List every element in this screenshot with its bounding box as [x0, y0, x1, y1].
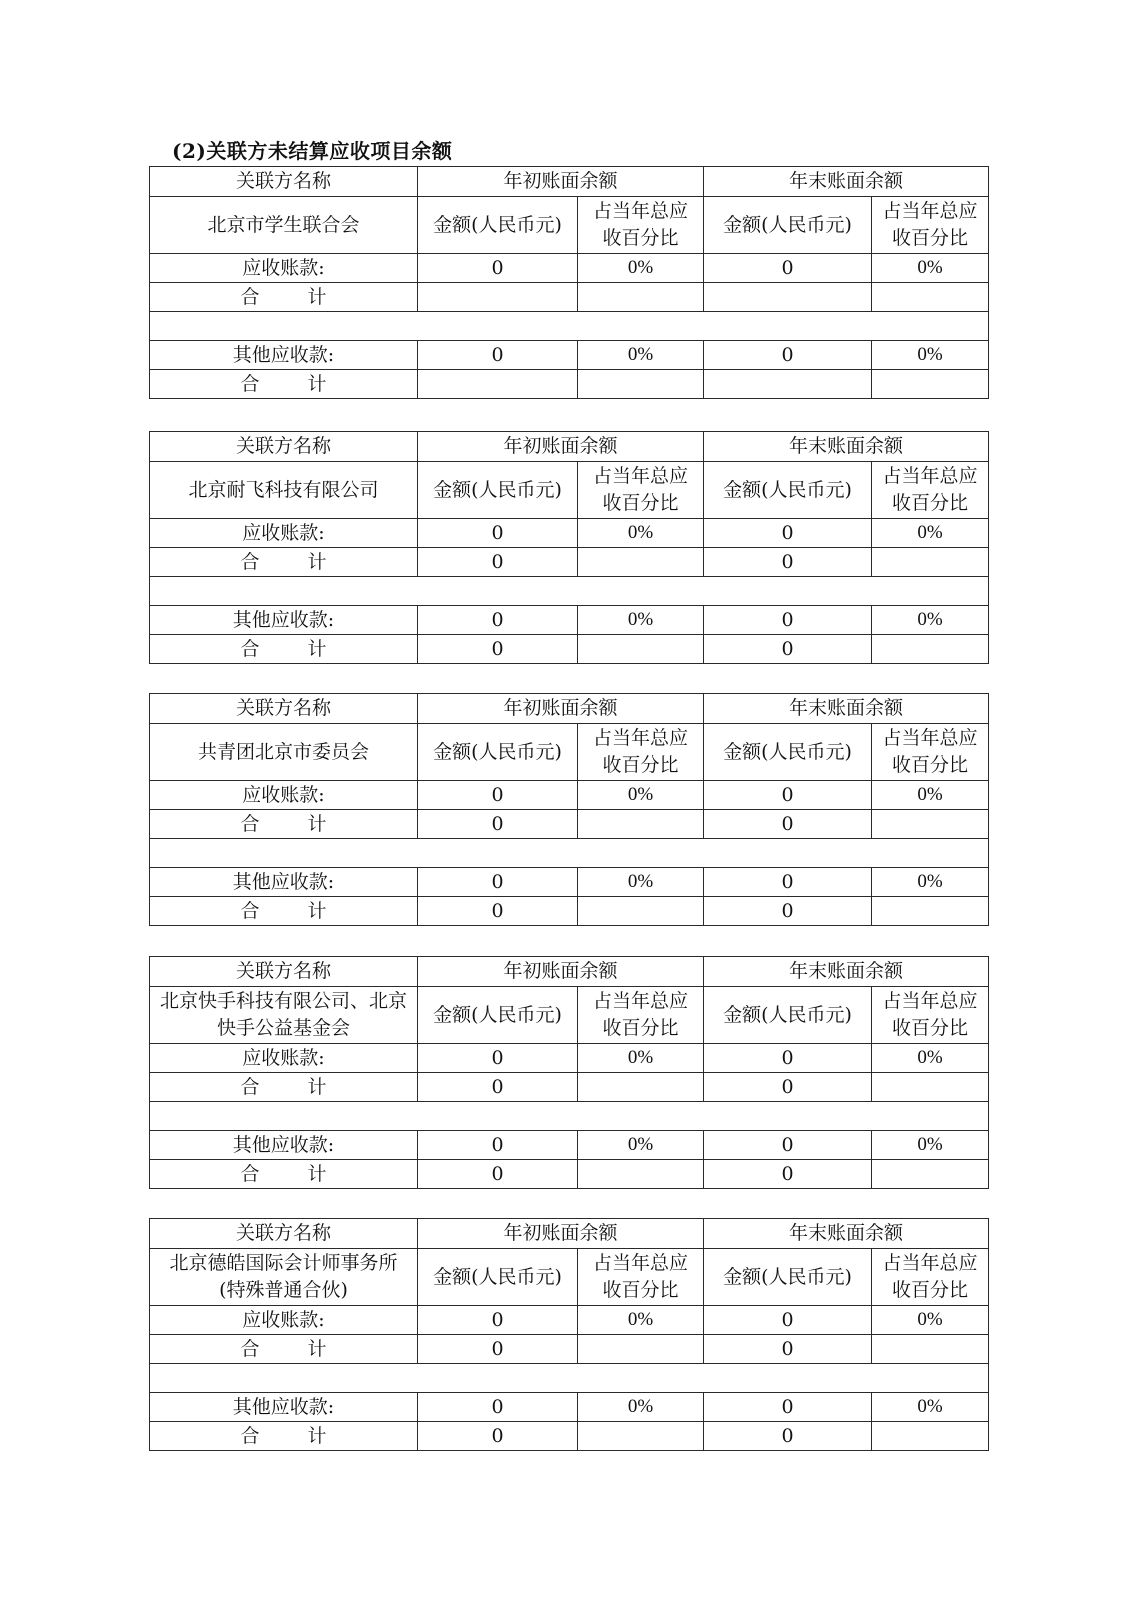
spacer-cell	[150, 577, 989, 606]
other-receivable-total-start-amount: 0	[418, 1160, 578, 1189]
subheader-row	[150, 724, 989, 781]
party-name-line2: (特殊普通合伙)	[219, 1279, 348, 1301]
end-amount-header: 金额(人民币元)	[704, 724, 872, 781]
other-receivable-end-pct: 0%	[872, 341, 989, 370]
receivable-start-amount: 0	[418, 1044, 578, 1073]
pct-header-line2: 收百分比	[892, 1017, 969, 1039]
receivable-start-pct: 0%	[578, 1044, 704, 1073]
pct-header-line2: 收百分比	[892, 227, 969, 249]
party-name: 共青团北京市委员会	[197, 740, 369, 763]
total-label-b: 计	[307, 1076, 327, 1098]
other-receivable-total-end-pct	[872, 1160, 989, 1189]
other-receivable-total-label	[150, 370, 418, 399]
other-receivable-start-amount: 0	[418, 868, 578, 897]
other-receivable-end-amount: 0	[704, 868, 872, 897]
other-receivable-end-pct: 0%	[872, 1131, 989, 1160]
party-name-cell	[150, 1249, 418, 1306]
total-label-a: 合	[240, 551, 260, 573]
spacer-cell	[150, 1364, 989, 1393]
start-pct-header	[578, 1249, 704, 1306]
start-pct-header	[578, 462, 704, 519]
other-receivable-start-amount: 0	[418, 341, 578, 370]
receivable-total-end-pct	[872, 1073, 989, 1102]
receivable-label: 应收账款:	[150, 781, 418, 810]
pct-header-line2: 收百分比	[602, 754, 679, 776]
receivable-label: 应收账款:	[150, 1306, 418, 1335]
pct-header-line1: 占当年总应	[593, 727, 689, 749]
receivable-total-start-amount: 0	[418, 1073, 578, 1102]
start-pct-header	[578, 724, 704, 781]
other-receivable-total-row	[150, 1160, 989, 1189]
year-end-header: 年末账面余额	[704, 167, 989, 197]
end-amount-header: 金额(人民币元)	[704, 987, 872, 1044]
other-receivable-start-pct: 0%	[578, 868, 704, 897]
related-party-table	[149, 956, 989, 1189]
header-row	[150, 432, 989, 462]
party-name: 北京耐飞科技有限公司	[188, 478, 379, 501]
other-receivable-row	[150, 1131, 989, 1160]
other-receivable-label: 其他应收款:	[150, 606, 418, 635]
year-end-header: 年末账面余额	[704, 957, 989, 987]
party-name-header: 关联方名称	[150, 1219, 418, 1249]
other-receivable-end-amount: 0	[704, 606, 872, 635]
other-receivable-total-row	[150, 635, 989, 664]
receivable-total-label	[150, 1335, 418, 1364]
receivable-total-start-pct	[578, 1335, 704, 1364]
total-label-a: 合	[240, 900, 260, 922]
other-receivable-total-label	[150, 1422, 418, 1451]
subheader-row	[150, 987, 989, 1044]
receivable-end-amount: 0	[704, 1044, 872, 1073]
party-name-cell	[150, 724, 418, 781]
total-label-a: 合	[240, 1338, 260, 1360]
receivable-total-start-pct	[578, 810, 704, 839]
start-amount-header: 金额(人民币元)	[418, 987, 578, 1044]
header-row	[150, 1219, 989, 1249]
party-name-cell	[150, 462, 418, 519]
pct-header-line1: 占当年总应	[593, 990, 689, 1012]
other-receivable-total-start-pct	[578, 1160, 704, 1189]
party-name-cell	[150, 987, 418, 1044]
receivable-end-pct: 0%	[872, 1306, 989, 1335]
year-start-header: 年初账面余额	[418, 957, 704, 987]
total-label-b: 计	[307, 1163, 327, 1185]
year-end-header: 年末账面余额	[704, 1219, 989, 1249]
pct-header-line1: 占当年总应	[882, 990, 978, 1012]
other-receivable-total-label	[150, 635, 418, 664]
header-row	[150, 167, 989, 197]
other-receivable-total-end-amount: 0	[704, 635, 872, 664]
pct-header-line1: 占当年总应	[882, 1252, 978, 1274]
end-amount-header: 金额(人民币元)	[704, 462, 872, 519]
total-label-b: 计	[307, 900, 327, 922]
other-receivable-total-label	[150, 897, 418, 926]
receivable-label: 应收账款:	[150, 519, 418, 548]
total-label-b: 计	[307, 813, 327, 835]
receivable-row	[150, 1306, 989, 1335]
related-party-table	[149, 166, 989, 399]
header-row	[150, 957, 989, 987]
pct-header-line2: 收百分比	[602, 1279, 679, 1301]
receivable-total-row	[150, 1073, 989, 1102]
receivable-total-start-pct	[578, 283, 704, 312]
other-receivable-end-amount: 0	[704, 1393, 872, 1422]
other-receivable-total-start-amount	[418, 370, 578, 399]
end-amount-header: 金额(人民币元)	[704, 197, 872, 254]
total-label-a: 合	[240, 1425, 260, 1447]
party-name-line1: 北京德皓国际会计师事务所	[169, 1252, 398, 1274]
related-party-table	[149, 693, 989, 926]
pct-header-line1: 占当年总应	[593, 1252, 689, 1274]
start-amount-header: 金额(人民币元)	[418, 197, 578, 254]
subheader-row	[150, 462, 989, 519]
total-label-a: 合	[240, 1076, 260, 1098]
receivable-total-label	[150, 1073, 418, 1102]
start-amount-header: 金额(人民币元)	[418, 462, 578, 519]
end-pct-header	[872, 987, 989, 1044]
receivable-label: 应收账款:	[150, 254, 418, 283]
other-receivable-total-row	[150, 370, 989, 399]
related-party-table	[149, 431, 989, 664]
other-receivable-total-end-amount: 0	[704, 897, 872, 926]
year-start-header: 年初账面余额	[418, 694, 704, 724]
other-receivable-total-start-pct	[578, 370, 704, 399]
receivable-start-amount: 0	[418, 519, 578, 548]
receivable-start-amount: 0	[418, 254, 578, 283]
total-label-a: 合	[240, 813, 260, 835]
other-receivable-total-row	[150, 897, 989, 926]
receivable-start-amount: 0	[418, 1306, 578, 1335]
other-receivable-end-amount: 0	[704, 1131, 872, 1160]
other-receivable-total-row	[150, 1422, 989, 1451]
other-receivable-row	[150, 606, 989, 635]
other-receivable-total-start-amount: 0	[418, 635, 578, 664]
receivable-total-start-amount: 0	[418, 548, 578, 577]
other-receivable-total-end-pct	[872, 1422, 989, 1451]
receivable-end-amount: 0	[704, 254, 872, 283]
party-name-header: 关联方名称	[150, 432, 418, 462]
pct-header-line1: 占当年总应	[593, 465, 689, 487]
total-label-b: 计	[307, 286, 327, 308]
receivable-start-pct: 0%	[578, 781, 704, 810]
end-pct-header	[872, 1249, 989, 1306]
start-amount-header: 金额(人民币元)	[418, 724, 578, 781]
receivable-start-pct: 0%	[578, 254, 704, 283]
other-receivable-total-end-amount: 0	[704, 1422, 872, 1451]
receivable-end-amount: 0	[704, 519, 872, 548]
other-receivable-total-end-amount: 0	[704, 1160, 872, 1189]
receivable-row	[150, 781, 989, 810]
receivable-end-pct: 0%	[872, 1044, 989, 1073]
party-name-line1: 北京快手科技有限公司、北京	[159, 990, 407, 1012]
year-end-header: 年末账面余额	[704, 694, 989, 724]
other-receivable-end-amount: 0	[704, 341, 872, 370]
receivable-end-amount: 0	[704, 1306, 872, 1335]
spacer-row	[150, 577, 989, 606]
pct-header-line2: 收百分比	[892, 492, 969, 514]
other-receivable-total-start-pct	[578, 1422, 704, 1451]
start-amount-header: 金额(人民币元)	[418, 1249, 578, 1306]
pct-header-line1: 占当年总应	[882, 727, 978, 749]
end-amount-header: 金额(人民币元)	[704, 1249, 872, 1306]
other-receivable-start-amount: 0	[418, 606, 578, 635]
party-name: 北京市学生联合会	[207, 213, 360, 236]
year-start-header: 年初账面余额	[418, 1219, 704, 1249]
other-receivable-row	[150, 1393, 989, 1422]
receivable-start-pct: 0%	[578, 519, 704, 548]
receivable-total-row	[150, 548, 989, 577]
spacer-row	[150, 1102, 989, 1131]
total-label-a: 合	[240, 286, 260, 308]
other-receivable-start-amount: 0	[418, 1393, 578, 1422]
receivable-total-end-pct	[872, 1335, 989, 1364]
total-label-a: 合	[240, 638, 260, 660]
total-label-b: 计	[307, 1425, 327, 1447]
spacer-cell	[150, 839, 989, 868]
party-name-line2: 快手公益基金会	[216, 1017, 350, 1039]
start-pct-header	[578, 197, 704, 254]
pct-header-line2: 收百分比	[602, 227, 679, 249]
pct-header-line2: 收百分比	[602, 1017, 679, 1039]
pct-header-line1: 占当年总应	[593, 200, 689, 222]
related-party-table	[149, 1218, 989, 1451]
pct-header-line2: 收百分比	[602, 492, 679, 514]
receivable-total-start-amount	[418, 283, 578, 312]
other-receivable-label: 其他应收款:	[150, 868, 418, 897]
receivable-total-end-amount: 0	[704, 1335, 872, 1364]
other-receivable-total-end-pct	[872, 370, 989, 399]
receivable-total-label	[150, 283, 418, 312]
spacer-row	[150, 312, 989, 341]
subheader-row	[150, 197, 989, 254]
pct-header-line2: 收百分比	[892, 754, 969, 776]
other-receivable-end-pct: 0%	[872, 1393, 989, 1422]
party-name-header: 关联方名称	[150, 957, 418, 987]
other-receivable-row	[150, 868, 989, 897]
year-start-header: 年初账面余额	[418, 432, 704, 462]
spacer-row	[150, 1364, 989, 1393]
receivable-total-start-pct	[578, 548, 704, 577]
total-label-b: 计	[307, 1338, 327, 1360]
spacer-row	[150, 839, 989, 868]
other-receivable-total-end-pct	[872, 635, 989, 664]
party-name-header: 关联方名称	[150, 167, 418, 197]
receivable-end-amount: 0	[704, 781, 872, 810]
receivable-total-end-amount	[704, 283, 872, 312]
other-receivable-start-pct: 0%	[578, 1393, 704, 1422]
total-label-a: 合	[240, 1163, 260, 1185]
other-receivable-total-end-amount	[704, 370, 872, 399]
year-end-header: 年末账面余额	[704, 432, 989, 462]
other-receivable-label: 其他应收款:	[150, 341, 418, 370]
receivable-row	[150, 254, 989, 283]
receivable-end-pct: 0%	[872, 781, 989, 810]
receivable-start-amount: 0	[418, 781, 578, 810]
receivable-total-end-pct	[872, 283, 989, 312]
subheader-row	[150, 1249, 989, 1306]
receivable-total-end-pct	[872, 548, 989, 577]
party-name-cell	[150, 197, 418, 254]
other-receivable-label: 其他应收款:	[150, 1131, 418, 1160]
pct-header-line1: 占当年总应	[882, 465, 978, 487]
end-pct-header	[872, 724, 989, 781]
receivable-total-label	[150, 548, 418, 577]
total-label-b: 计	[307, 551, 327, 573]
receivable-start-pct: 0%	[578, 1306, 704, 1335]
other-receivable-label: 其他应收款:	[150, 1393, 418, 1422]
other-receivable-end-pct: 0%	[872, 606, 989, 635]
other-receivable-total-start-amount: 0	[418, 1422, 578, 1451]
receivable-total-row	[150, 810, 989, 839]
receivable-total-end-pct	[872, 810, 989, 839]
other-receivable-start-pct: 0%	[578, 1131, 704, 1160]
other-receivable-total-start-amount: 0	[418, 897, 578, 926]
other-receivable-start-pct: 0%	[578, 606, 704, 635]
receivable-total-end-amount: 0	[704, 1073, 872, 1102]
receivable-total-start-pct	[578, 1073, 704, 1102]
other-receivable-total-start-pct	[578, 897, 704, 926]
total-label-b: 计	[307, 638, 327, 660]
receivable-total-start-amount: 0	[418, 810, 578, 839]
header-row	[150, 694, 989, 724]
year-start-header: 年初账面余额	[418, 167, 704, 197]
total-label-b: 计	[307, 373, 327, 395]
end-pct-header	[872, 462, 989, 519]
receivable-label: 应收账款:	[150, 1044, 418, 1073]
receivable-end-pct: 0%	[872, 254, 989, 283]
other-receivable-total-end-pct	[872, 897, 989, 926]
receivable-total-start-amount: 0	[418, 1335, 578, 1364]
other-receivable-total-label	[150, 1160, 418, 1189]
pct-header-line1: 占当年总应	[882, 200, 978, 222]
receivable-total-row	[150, 283, 989, 312]
other-receivable-end-pct: 0%	[872, 868, 989, 897]
receivable-total-end-amount: 0	[704, 810, 872, 839]
spacer-cell	[150, 1102, 989, 1131]
spacer-cell	[150, 312, 989, 341]
receivable-total-label	[150, 810, 418, 839]
pct-header-line2: 收百分比	[892, 1279, 969, 1301]
receivable-row	[150, 519, 989, 548]
end-pct-header	[872, 197, 989, 254]
other-receivable-start-amount: 0	[418, 1131, 578, 1160]
total-label-a: 合	[240, 373, 260, 395]
receivable-end-pct: 0%	[872, 519, 989, 548]
receivable-row	[150, 1044, 989, 1073]
other-receivable-row	[150, 341, 989, 370]
other-receivable-total-start-pct	[578, 635, 704, 664]
start-pct-header	[578, 987, 704, 1044]
party-name-header: 关联方名称	[150, 694, 418, 724]
receivable-total-row	[150, 1335, 989, 1364]
other-receivable-start-pct: 0%	[578, 341, 704, 370]
page-title: (2)关联方未结算应收项目余额	[172, 139, 453, 163]
receivable-total-end-amount: 0	[704, 548, 872, 577]
